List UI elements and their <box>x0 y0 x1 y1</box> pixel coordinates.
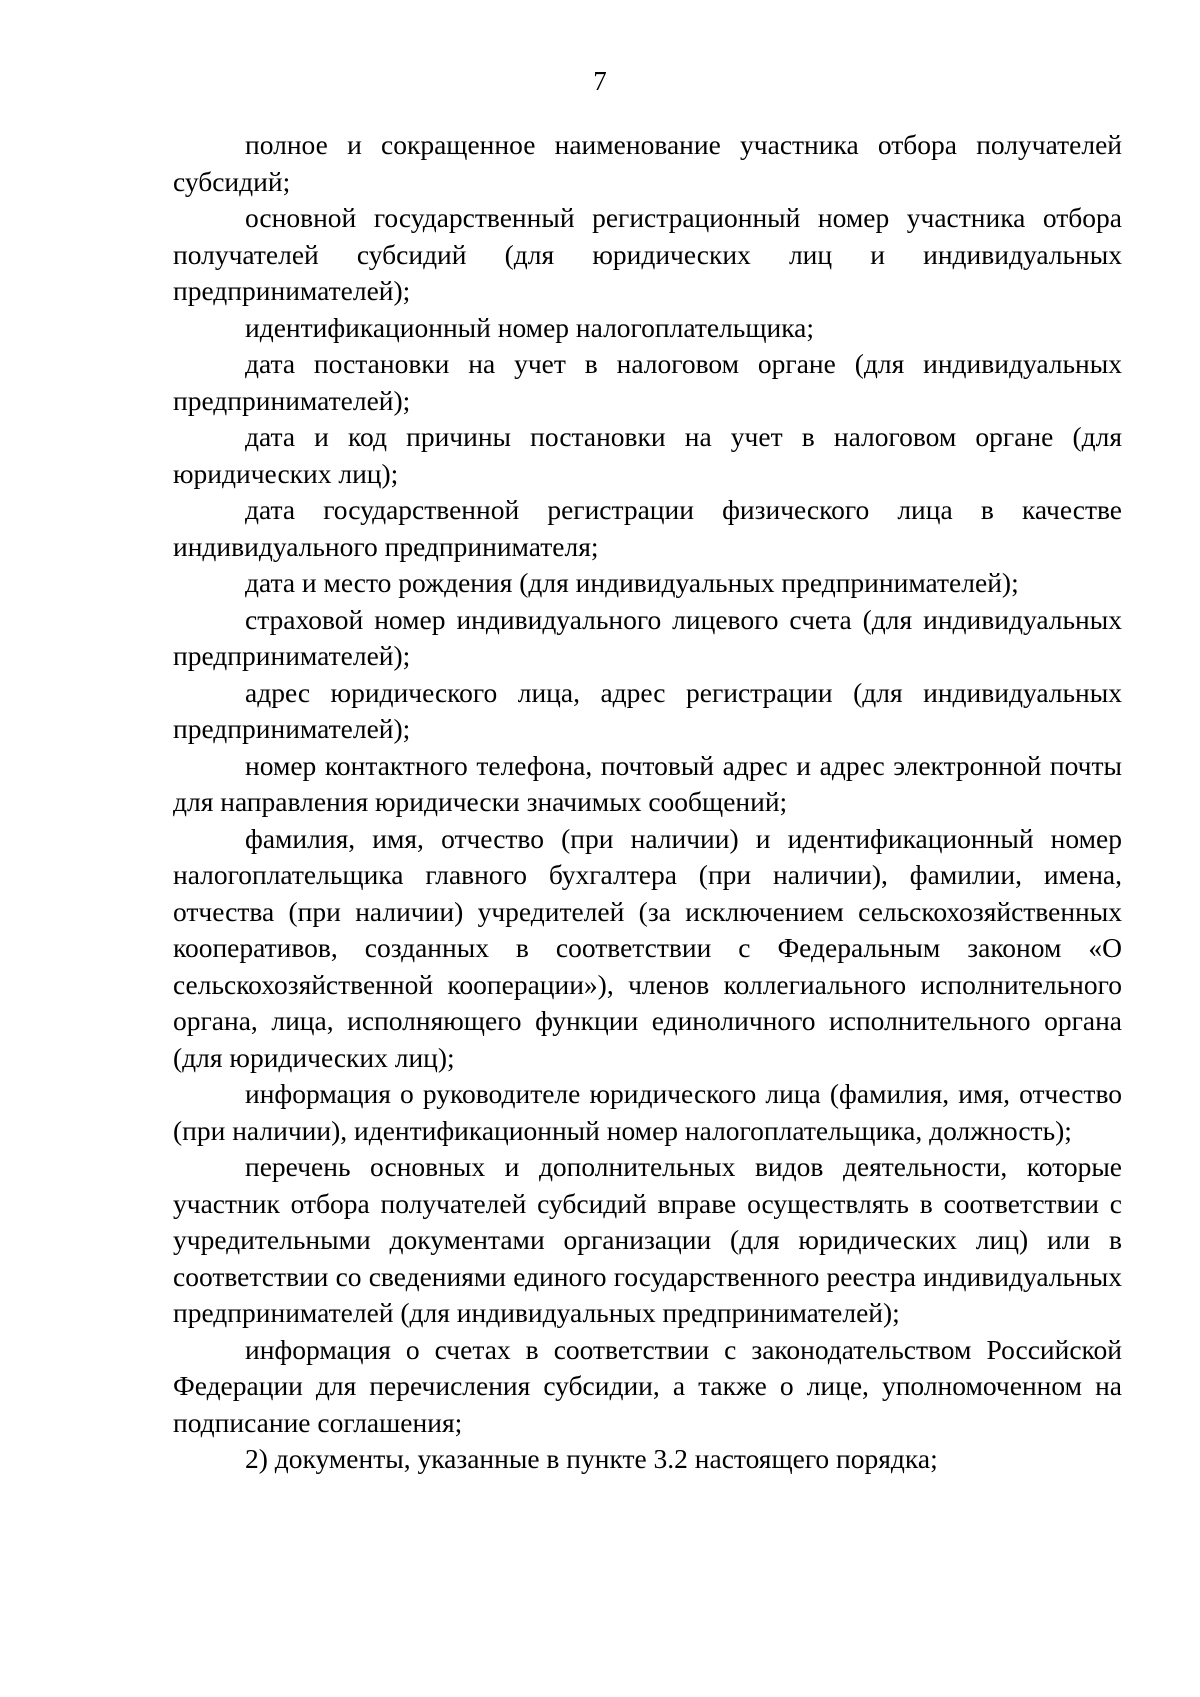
paragraph: основной государственный регистрационный номер участника отбора получателей субсидий (для юридических лиц и индивидуальных предпринимателей); <box>173 202 1122 306</box>
paragraph: дата постановки на учет в налоговом органе (для индивидуальных предпринимателей); <box>173 348 1122 416</box>
paragraph: полное и сокращенное наименование участника отбора получателей субсидий; <box>173 129 1122 197</box>
paragraph: идентификационный номер налогоплательщика; <box>245 311 815 343</box>
paragraph: перечень основных и дополнительных видов деятельности, которые участник отбора получателей субсидий вправе осуществлять в соответствии с учредительными документами организации (для юридических лиц) или в соответствии со сведениями единого государственного реестра индивидуальных предпринимателей (для индивидуальных предпринимателей); <box>173 1151 1122 1328</box>
paragraph: фамилия, имя, отчество (при наличии) и идентификационный номер налогоплательщика главного бухгалтера (при наличии), фамилии, имена, отчества (при наличии) учредителей (за исключением сельскохозяйственных кооперативов, созданных в соответствии с Федеральным законом «О сельскохозяйственной кооперации»), членов коллегиального исполнительного органа, лица, исполняющего функции единоличного исполнительного органа (для юридических лиц); <box>173 822 1122 1073</box>
paragraph: информация о счетах в соответствии с законодательством Российской Федерации для перечисления субсидии, а также о лице, уполномоченном на подписание соглашения; <box>173 1333 1122 1438</box>
paragraph: страховой номер индивидуального лицевого счета (для индивидуальных предпринимателей); <box>173 603 1122 671</box>
paragraph: дата и код причины постановки на учет в налоговом органе (для юридических лиц); <box>173 421 1122 489</box>
paragraph: 2) документы, указанные в пункте 3.2 настоящего порядка; <box>245 1443 938 1474</box>
paragraph: информация о руководителе юридического лица (фамилия, имя, отчество (при наличии), идентификационный номер налогоплательщика, должность); <box>173 1078 1122 1146</box>
paragraph: адрес юридического лица, адрес регистрации (для индивидуальных предпринимателей); <box>173 676 1122 744</box>
paragraph: дата и место рождения (для индивидуальных предпринимателей); <box>245 567 1019 598</box>
paragraph: номер контактного телефона, почтовый адрес и адрес электронной почты для направления юридически значимых сообщений; <box>173 749 1122 817</box>
paragraph: дата государственной регистрации физического лица в качестве индивидуального предпринимателя; <box>173 494 1122 562</box>
document-body <box>173 127 1122 1478</box>
page-number: 7 <box>593 66 607 96</box>
